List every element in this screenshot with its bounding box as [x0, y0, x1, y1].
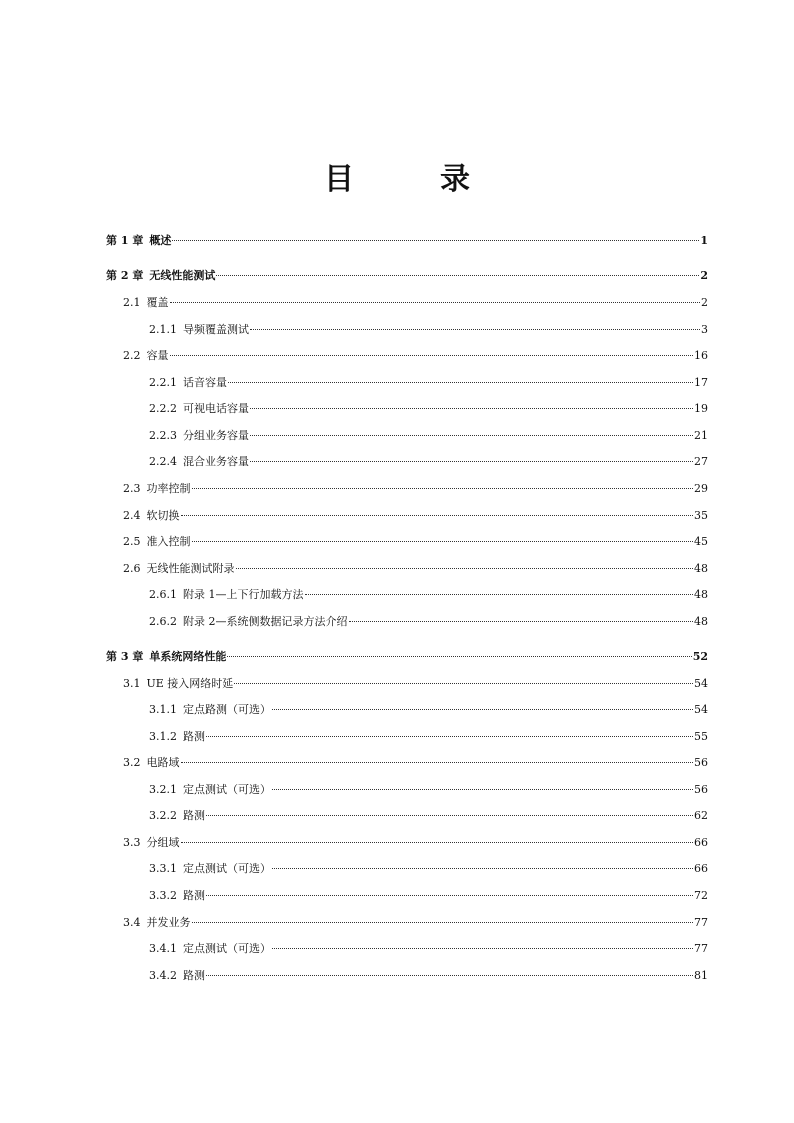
toc-dot-leader: [206, 728, 693, 737]
toc-entry[interactable]: [149, 780, 708, 800]
toc-entry[interactable]: [123, 479, 708, 499]
toc-entry-number: 3.3: [123, 836, 141, 849]
toc-entry-page: 48: [694, 562, 708, 575]
toc-entry-number: 第 3 章: [106, 650, 144, 663]
toc-entry-number: 3.4: [123, 916, 141, 929]
toc-dot-leader: [272, 860, 693, 869]
toc-dot-leader: [228, 374, 693, 383]
toc-entry-page: 3: [701, 323, 708, 336]
toc-entry-number: 2.6.2: [149, 615, 177, 628]
toc-entry-title: 定点路测（可选）: [183, 703, 271, 716]
toc-entry-page: 21: [694, 429, 708, 442]
toc-entry[interactable]: [106, 266, 708, 286]
toc-entry-page: 2: [701, 296, 708, 309]
toc-entry-title: 覆盖: [146, 296, 169, 309]
toc-entry-page: 62: [694, 809, 708, 822]
toc-dot-leader: [349, 613, 694, 622]
toc-entry-title: 定点测试（可选）: [183, 783, 271, 796]
toc-entry-page: 2: [700, 269, 708, 282]
toc-entry-page: 1: [700, 234, 708, 247]
toc-entry-title: 容量: [146, 349, 169, 362]
toc-entry-title: 准入控制: [146, 535, 191, 548]
toc-entry-title: 路测: [183, 969, 205, 982]
toc-entry-title: 分组域: [146, 836, 180, 849]
toc-entry-page: 27: [694, 455, 708, 468]
page-title: 目 录: [324, 162, 498, 197]
toc-entry-title: 电路域: [146, 756, 180, 769]
toc-entry-title: 路测: [183, 730, 205, 743]
toc-dot-leader: [206, 807, 693, 816]
toc-entry-page: 77: [694, 942, 708, 955]
toc-dot-leader: [250, 427, 693, 436]
toc-entry-number: 2.6.1: [149, 588, 177, 601]
toc-entry-title: 功率控制: [146, 482, 191, 495]
toc-entry-title: 无线性能测试: [149, 269, 216, 282]
toc-entry-page: 16: [694, 349, 708, 362]
toc-entry[interactable]: [123, 674, 708, 694]
toc-entry-number: 2.1: [123, 296, 141, 309]
toc-entry[interactable]: [106, 231, 708, 251]
toc-dot-leader: [192, 480, 694, 489]
toc-entry-title: 定点测试（可选）: [183, 862, 271, 875]
toc-entry-title: 附录 2—系统侧数据记录方法介绍: [183, 615, 348, 628]
toc-dot-leader: [272, 781, 693, 790]
toc-entry[interactable]: [149, 727, 708, 747]
toc-entry-page: 19: [694, 402, 708, 415]
toc-entry-page: 35: [694, 509, 708, 522]
toc-entry-number: 2.3: [123, 482, 141, 495]
toc-dot-leader: [172, 232, 699, 241]
toc-entry-page: 72: [694, 889, 708, 902]
toc-entry-page: 45: [694, 535, 708, 548]
toc-entry-page: 29: [694, 482, 708, 495]
toc-entry-number: 3.3.1: [149, 862, 177, 875]
toc-dot-leader: [272, 940, 693, 949]
toc-entry-number: 2.2.2: [149, 402, 177, 415]
toc-entry-number: 2.2.3: [149, 429, 177, 442]
toc-entry-number: 2.6: [123, 562, 141, 575]
toc-dot-leader: [234, 675, 693, 684]
toc-dot-leader: [181, 834, 694, 843]
toc-entry-number: 2.2: [123, 349, 141, 362]
toc-entry-title: 可视电话容量: [183, 402, 249, 415]
toc-entry-page: 56: [694, 756, 708, 769]
toc-entry-title: 定点测试（可选）: [183, 942, 271, 955]
toc-entry-title: 混合业务容量: [183, 455, 249, 468]
toc-entry[interactable]: [106, 647, 708, 667]
toc-entry-page: 54: [694, 703, 708, 716]
toc-entry-number: 2.1.1: [149, 323, 177, 336]
toc-entry-title: 无线性能测试附录: [146, 562, 235, 575]
toc-entry-page: 48: [694, 588, 708, 601]
toc-entry[interactable]: [149, 585, 708, 605]
toc-entry[interactable]: [123, 833, 708, 853]
toc-entry-number: 2.2.4: [149, 455, 177, 468]
toc-entry[interactable]: [149, 373, 708, 393]
toc-entry-page: 17: [694, 376, 708, 389]
toc-entry[interactable]: [149, 452, 708, 472]
toc-dot-leader: [170, 294, 701, 303]
toc-entry-page: 52: [692, 650, 708, 663]
toc-dot-leader: [236, 560, 694, 569]
toc-entry-page: 77: [694, 916, 708, 929]
toc-entry-number: 第 1 章: [106, 234, 144, 247]
toc-dot-leader: [250, 400, 693, 409]
toc-entry[interactable]: [149, 700, 708, 720]
toc-entry-title: 路测: [183, 809, 205, 822]
toc-entry[interactable]: [123, 346, 708, 366]
toc-dot-leader: [250, 453, 693, 462]
toc-entry-title: 分组业务容量: [183, 429, 249, 442]
toc-entry[interactable]: [149, 399, 708, 419]
toc-entry[interactable]: [123, 913, 708, 933]
toc-entry-title: 路测: [183, 889, 205, 902]
toc-dot-leader: [192, 533, 694, 542]
toc-dot-leader: [250, 321, 700, 330]
toc-entry-number: 3.3.2: [149, 889, 177, 902]
toc-entry-number: 3.1: [123, 677, 141, 690]
toc-entry-title: 并发业务: [146, 916, 191, 929]
toc-dot-leader: [227, 648, 691, 657]
toc-entry[interactable]: [149, 859, 708, 879]
toc-entry[interactable]: [123, 506, 708, 526]
toc-dot-leader: [206, 887, 693, 896]
toc-entry-number: 3.2.2: [149, 809, 177, 822]
toc-dot-leader: [206, 967, 693, 976]
toc-entry[interactable]: [149, 426, 708, 446]
toc-dot-leader: [170, 347, 694, 356]
toc-entry[interactable]: [123, 293, 708, 313]
toc-entry[interactable]: [123, 753, 708, 773]
toc-entry-number: 3.1.1: [149, 703, 177, 716]
toc-entry[interactable]: [149, 612, 708, 632]
toc-entry-page: 56: [694, 783, 708, 796]
toc-dot-leader: [192, 914, 694, 923]
toc-entry[interactable]: [149, 886, 708, 906]
toc-dot-leader: [181, 507, 694, 516]
toc-entry-title: 导频覆盖测试: [183, 323, 249, 336]
toc-entry-page: 66: [694, 862, 708, 875]
toc-entry[interactable]: [149, 806, 708, 826]
toc-entry[interactable]: [123, 559, 708, 579]
toc-entry-number: 3.4.1: [149, 942, 177, 955]
toc-entry[interactable]: [149, 939, 708, 959]
toc-entry-page: 81: [694, 969, 708, 982]
toc-dot-leader: [272, 701, 693, 710]
toc-entry-page: 66: [694, 836, 708, 849]
toc-entry-title: UE 接入网络时延: [146, 677, 234, 690]
toc-entry-number: 2.5: [123, 535, 141, 548]
toc-entry-number: 3.2.1: [149, 783, 177, 796]
toc-entry-number: 2.4: [123, 509, 141, 522]
toc-entry-title: 话音容量: [183, 376, 227, 389]
toc-entry[interactable]: [149, 966, 708, 986]
toc-entry-number: 3.4.2: [149, 969, 177, 982]
toc-dot-leader: [216, 267, 699, 276]
toc-entry-page: 55: [694, 730, 708, 743]
toc-entry-title: 概述: [149, 234, 172, 247]
toc-entry[interactable]: [149, 320, 708, 340]
toc-entry[interactable]: [123, 532, 708, 552]
toc-entry-number: 第 2 章: [106, 269, 144, 282]
toc-entry-title: 软切换: [146, 509, 180, 522]
toc-entry-title: 单系统网络性能: [149, 650, 227, 663]
toc-entry-title: 附录 1—上下行加载方法: [183, 588, 304, 601]
toc-dot-leader: [181, 754, 694, 763]
toc-entry-page: 54: [694, 677, 708, 690]
toc-entry-page: 48: [694, 615, 708, 628]
toc-entry-number: 3.1.2: [149, 730, 177, 743]
toc-entry-number: 3.2: [123, 756, 141, 769]
toc-entry-number: 2.2.1: [149, 376, 177, 389]
toc-dot-leader: [305, 586, 694, 595]
